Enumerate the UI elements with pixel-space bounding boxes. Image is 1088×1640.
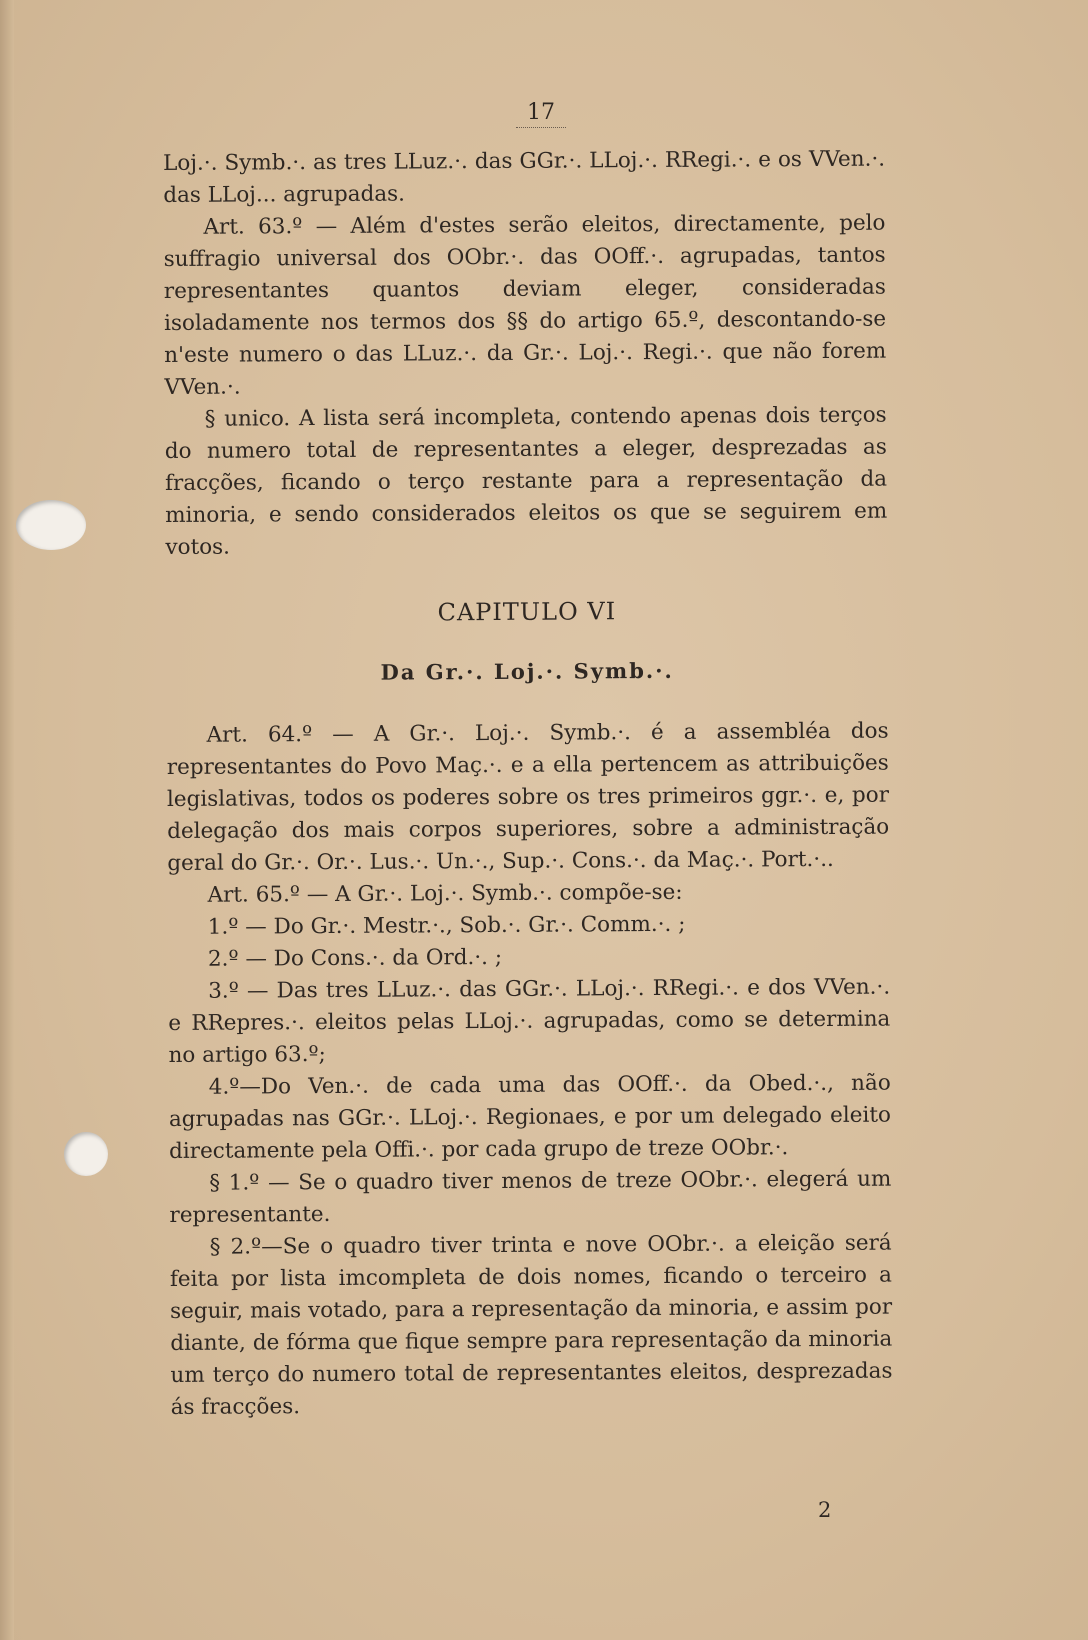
article-63: Art. 63.º — Além d'estes serão eleitos, directamente, pelo suffragio universal dos OObr.·. das OOff.·. agrupadas, tantos representantes quantos deviam eleger, consideradas isoladamente nos termos dos §§ do artigo 65.º, descontando-se n'este numero o das LLuz.·. da Gr.·. Loj.·. Regi.·. que não forem VVen.·. xyxy=(163,210,887,400)
item-4: 4.º—Do Ven.·. de cada uma das OOff.·. da Obed.·., não agrupadas nas GGr.·. LLoj.·. Regionaes, e por um delegado eleito directamente pela Offi.·. por cada grupo de treze OObr.·. xyxy=(168,1070,891,1164)
punch-hole-top xyxy=(16,500,86,550)
item-3: 3.º — Das tres LLuz.·. das GGr.·. LLoj.·. RRegi.·. e dos VVen.·. e RRepres.·. eleitos pelas LLoj.·. agrupadas, como se determina no artigo 63.º; xyxy=(168,974,891,1068)
paragraph-unico: § unico. A lista será incompleta, contendo apenas dois terços do numero total de representantes a eleger, desprezadas as fracções, ficando o terço restante para a representação da minoria, e sendo considerados eleitos os que se seguirem em votos. xyxy=(164,402,888,560)
paragraph-1: § 1.º — Se o quadro tiver menos de treze OObr.·. elegerá um representante. xyxy=(169,1166,892,1228)
punch-hole-bottom xyxy=(64,1132,108,1176)
paragraph-2: § 2.º—Se o quadro tiver trinta e nove OObr.·. a eleição será feita por lista imcompleta de dois nomes, ficando o terceiro a seguir, mais votado, para a representação da minoria, e assim por diante, de fórma que fique sempre para representação da minoria um terço do numero total de representantes eleitos, desprezadas ás fracções. xyxy=(169,1230,893,1420)
signature-mark: 2 xyxy=(818,1498,832,1522)
item-2: 2.º — Do Cons.·. da Ord.·. ; xyxy=(207,944,503,972)
chapter-subtitle: Da Gr.·. Loj.·. Symb.·. xyxy=(380,657,674,685)
chapter-title: CAPITULO VI xyxy=(437,597,617,627)
article-65: Art. 65.º — A Gr.·. Loj.·. Symb.·. compõe-se: xyxy=(207,879,683,908)
paragraph-continuation: Loj.·. Symb.·. as tres LLuz.·. das GGr.·. LLoj.·. RRegi.·. e os VVen.·. das LLoj... agrupadas. xyxy=(163,146,886,208)
item-1: 1.º — Do Gr.·. Mestr.·., Sob.·. Gr.·. Comm.·. ; xyxy=(207,911,686,940)
page-edge xyxy=(0,0,14,1640)
article-64: Art. 64.º — A Gr.·. Loj.·. Symb.·. é a assembléa dos representantes do Povo Maç.·. e a ella pertencem as attribuições legislativas, todos os poderes sobre os tres primeiros ggr.·. e, por delegação dos mais corpos superiores, sobre a administração geral do Gr.·. Or.·. Lus.·. Un.·., Sup.·. Cons.·. da Maç.·. Port.·.. xyxy=(166,718,890,876)
page-body xyxy=(163,144,893,1424)
page-number: 17 xyxy=(516,100,566,128)
